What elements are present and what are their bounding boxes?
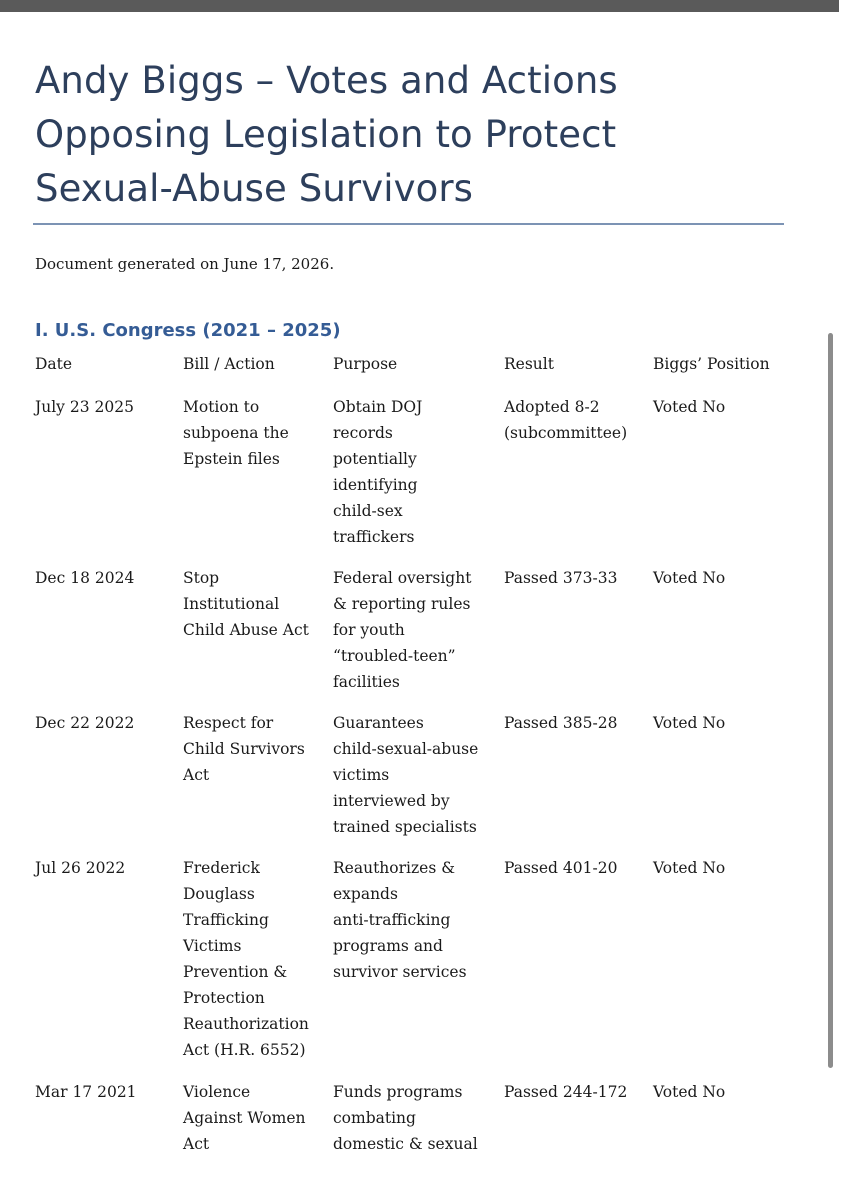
row-purpose: Federal oversight & reporting rules for youth “troubled-teen” facilities: [333, 569, 472, 691]
header-date: Date: [35, 355, 73, 373]
row-position: Voted No: [653, 398, 726, 416]
section-heading: I. U.S. Congress (2021 – 2025): [35, 320, 341, 341]
header-result: Result: [504, 355, 554, 373]
row-date: Mar 17 2021: [35, 1083, 137, 1101]
row-date: Dec 18 2024: [35, 569, 135, 587]
row-result: Adopted 8-2 (subcommittee): [504, 398, 628, 442]
row-bill: Motion to subpoena the Epstein files: [183, 398, 289, 468]
row-purpose: Funds programs combating domestic & sexual: [333, 1083, 478, 1153]
vertical-scrollbar[interactable]: [828, 333, 833, 1068]
row-purpose: Guarantees child-sexual-abuse victims interviewed by trained specialists: [333, 714, 479, 836]
row-result: Passed 385-28: [504, 714, 618, 732]
row-bill: Frederick Douglass Trafficking Victims Prevention & Protection Reauthorization Act (H.R. 6552): [183, 859, 309, 1059]
row-result: Passed 401-20: [504, 859, 618, 877]
row-position: Voted No: [653, 859, 726, 877]
header-purpose: Purpose: [333, 355, 398, 373]
top-window-bar: [0, 0, 841, 12]
row-bill: Violence Against Women Act: [183, 1083, 306, 1153]
row-bill: Stop Institutional Child Abuse Act: [183, 569, 309, 639]
document-title: Andy Biggs – Votes and Actions Opposing Legislation to Protect Sexual-Abuse Survivors: [35, 59, 618, 210]
row-purpose: Obtain DOJ records potentially identifying child-sex traffickers: [333, 398, 423, 546]
row-position: Voted No: [653, 714, 726, 732]
generated-date-line: Document generated on June 17, 2026.: [35, 255, 335, 273]
row-position: Voted No: [653, 569, 726, 587]
header-position: Biggs’ Position: [653, 355, 770, 373]
row-result: Passed 244-172: [504, 1083, 628, 1101]
row-date: July 23 2025: [35, 398, 134, 416]
row-date: Dec 22 2022: [35, 714, 135, 732]
row-bill: Respect for Child Survivors Act: [183, 714, 305, 784]
row-date: Jul 26 2022: [35, 859, 126, 877]
row-position: Voted No: [653, 1083, 726, 1101]
row-result: Passed 373-33: [504, 569, 618, 587]
header-bill: Bill / Action: [183, 355, 275, 373]
title-divider: [33, 223, 784, 225]
row-purpose: Reauthorizes & expands anti-trafficking programs and survivor services: [333, 859, 467, 981]
